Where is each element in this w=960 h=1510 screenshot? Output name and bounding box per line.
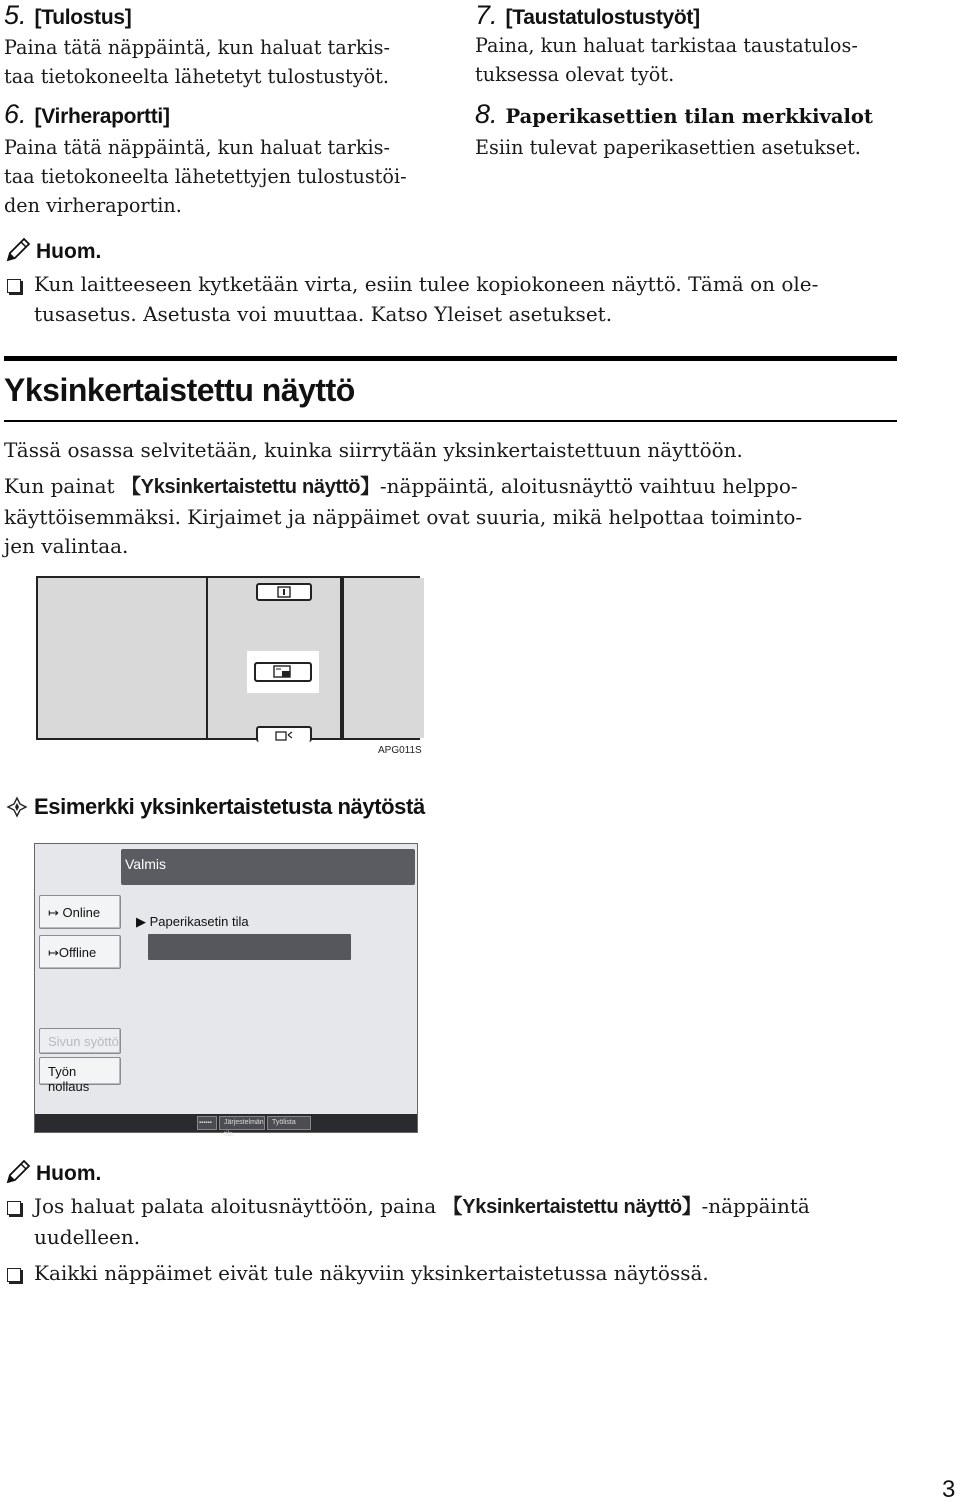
pencil-icon: [4, 234, 34, 264]
section-paragraph-1: Tässä osassa selvitetään, kuinka siirrytään yksinkertaistettuun näyttöön.: [4, 438, 743, 462]
panel-bottom-key: [256, 726, 312, 742]
text-line: käyttöisemmäksi. Kirjaimet ja näppäimet ovat suuria, mikä helpottaa toiminto-: [4, 504, 803, 529]
mini-counter: ▪▪▪▪▪▪: [197, 1116, 217, 1130]
item-6-label: [Virheraportti]: [34, 105, 170, 128]
status-bar: [121, 849, 415, 885]
paper-tray-status-label: ▶ Paperikasetin tila: [136, 914, 249, 929]
panel-top-key: [256, 583, 312, 601]
key-name: 【Yksinkertaistettu näyttö】: [120, 476, 380, 498]
diamond-bullet-icon: [6, 796, 28, 818]
text-line: Kun laitteeseen kytketään virta, esiin tulee kopiokoneen näyttö. Tämä on ole-: [34, 272, 819, 296]
status-text: Valmis: [125, 856, 166, 872]
section-bottom-rule: [4, 420, 897, 422]
text-line: Paina tätä näppäintä, kun haluat tarkis-: [4, 136, 390, 159]
note-heading: Huom.: [36, 240, 102, 263]
text-line: uudelleen.: [34, 1224, 141, 1249]
simplified-screen-icon: [256, 664, 310, 680]
online-label: ↦ Online: [48, 905, 101, 920]
text-line: Paina tätä näppäintä, kun haluat tarkis-: [4, 36, 390, 59]
item-8: [475, 99, 873, 130]
note-heading: Huom.: [36, 1162, 102, 1185]
text-line: Esiin tulevat paperikasettien asetukset.: [475, 136, 861, 159]
item-5-number: 5.: [4, 0, 27, 30]
key-symbol-icon: [258, 585, 310, 599]
note-2-bullet-1: [34, 1192, 810, 1252]
text-line: taa tietokoneelta lähetettyjen tulostustöi-: [4, 165, 407, 188]
item-6: [4, 99, 170, 130]
simplified-screen-example: [34, 843, 418, 1138]
text-span: Kun painat: [4, 474, 121, 498]
control-panel-illustration: [36, 576, 420, 740]
item-8-number: 8.: [475, 99, 498, 129]
screen-switch-icon: [258, 729, 310, 741]
item-7-description: [475, 31, 858, 89]
paper-tray-status-bar: [148, 934, 351, 960]
text-span: Jos haluat palata aloitusnäyttöön, paina: [34, 1194, 443, 1218]
page-feed-label: Sivun syöttö: [48, 1034, 119, 1049]
simplified-screen-key: [254, 662, 312, 682]
online-button[interactable]: [39, 895, 121, 929]
text-line: Paina, kun haluat tarkistaa taustatulos-: [475, 34, 858, 57]
item-8-description: [475, 133, 861, 162]
figure-code: APG011S: [378, 745, 422, 756]
pencil-icon: [4, 1156, 34, 1186]
job-reset-button[interactable]: [39, 1057, 121, 1094]
example-title: Esimerkki yksinkertaistetusta näytöstä: [34, 794, 425, 819]
checkbox-bullet-icon: [7, 279, 21, 293]
checkbox-bullet-icon: [7, 1201, 21, 1215]
section-paragraph-2: [4, 472, 802, 562]
text-line: tuksessa olevat työt.: [475, 63, 675, 86]
page-feed-button[interactable]: [39, 1028, 121, 1054]
item-7-label: [Taustatulostustyöt]: [505, 6, 700, 29]
text-line: [34, 1192, 810, 1223]
bottom-status-strip: [35, 1114, 417, 1138]
page-number: 3: [942, 1476, 956, 1503]
item-6-number: 6.: [4, 99, 27, 129]
note-1-text: [34, 270, 818, 329]
offline-button[interactable]: [39, 935, 121, 969]
text-span: -näppäintä: [701, 1194, 810, 1218]
item-6-description: [4, 133, 407, 220]
note-2-bullet-2: Kaikki näppäimet eivät tule näkyviin yksinkertaistetussa näytössä.: [34, 1261, 709, 1285]
text-line: [4, 472, 802, 503]
text-line: tusasetus. Asetusta voi muuttaa. Katso Yleiset asetukset.: [34, 301, 613, 326]
item-5-label: [Tulostus]: [34, 6, 132, 29]
item-5: [4, 0, 131, 31]
text-line: taa tietokoneelta lähetetyt tulostustyöt.: [4, 65, 389, 88]
item-5-description: [4, 33, 390, 91]
system-status-tab[interactable]: Järjestelmän tila: [219, 1116, 265, 1130]
text-line: den virheraportin.: [4, 194, 182, 217]
text-line: jen valintaa.: [4, 534, 129, 558]
checkbox-bullet-icon: [7, 1268, 21, 1282]
section-title: Yksinkertaistettu näyttö: [4, 372, 355, 408]
key-name: 【Yksinkertaistettu näyttö】: [442, 1196, 702, 1218]
simplified-screen-key-highlight: [247, 651, 319, 693]
offline-label: ↦Offline: [48, 945, 97, 960]
item-7: [475, 0, 700, 31]
job-reset-label: Työn nollaus: [48, 1064, 90, 1094]
text-span: -näppäintä, aloitusnäyttö vaihtuu helppo-: [379, 474, 798, 498]
section-top-rule: [4, 356, 897, 361]
item-8-label: Paperikasettien tilan merkkivalot: [505, 105, 873, 128]
panel-right-section: [340, 578, 424, 738]
job-list-tab[interactable]: Työlista: [267, 1116, 311, 1130]
item-7-number: 7.: [475, 0, 498, 30]
